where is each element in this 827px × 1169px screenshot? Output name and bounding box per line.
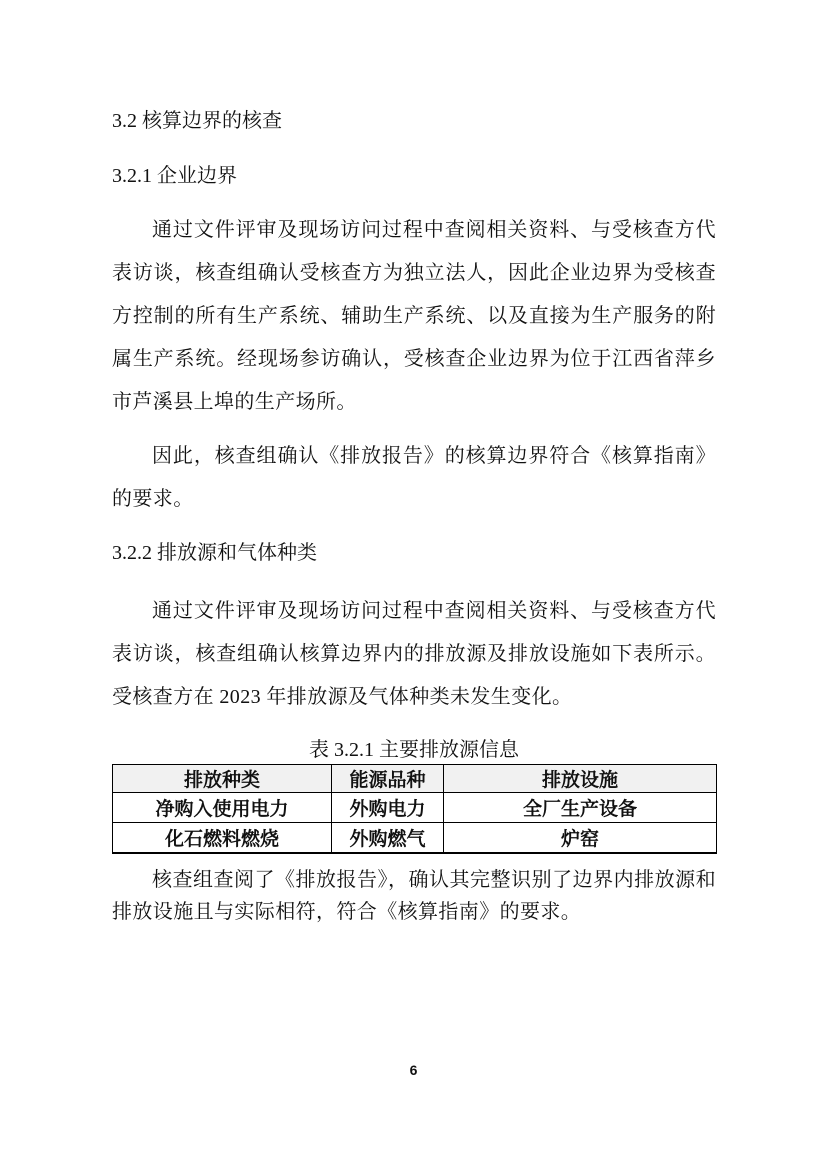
table-header-energy-type: 能源品种: [332, 765, 444, 793]
table-cell: 化石燃料燃烧: [113, 823, 332, 854]
paragraph-enterprise-boundary: 通过文件评审及现场访问过程中查阅相关资料、与受核查方代表访谈，核查组确认受核查方为独立法人，因此企业边界为受核查方控制的所有生产系统、辅助生产系统、以及直接为生产服务的附属生产系统。经现场参访确认，受核查企业边界为位于江西省萍乡市芦溪县上埠的生产场所。: [112, 219, 716, 413]
table-cell: 全厂生产设备: [444, 793, 717, 823]
paragraph-sources-conclusion: 核查组查阅了《排放报告》，确认其完整识别了边界内排放源和排放设施且与实际相符，符合《核算指南》的要求。: [112, 869, 716, 923]
section-heading-3-2-1: 3.2.1 企业边界: [112, 165, 237, 187]
section-heading-3-2-2: 3.2.2 排放源和气体种类: [112, 542, 317, 564]
section-heading-3-2: 3.2 核算边界的核查: [112, 110, 282, 132]
table-row: [113, 793, 717, 823]
table-caption: 表 3.2.1 主要排放源信息: [309, 739, 519, 761]
paragraph-emission-sources: 通过文件评审及现场访问过程中查阅相关资料、与受核查方代表访谈，核查组确认核算边界内的排放源及排放设施如下表所示。受核查方在 2023 年排放源及气体种类未发生变化。: [112, 600, 716, 708]
table-cell: 净购入使用电力: [113, 793, 332, 823]
table-header-emission-facility: 排放设施: [444, 765, 717, 793]
table-header-emission-type: 排放种类: [113, 765, 332, 793]
table-cell: 外购电力: [332, 793, 444, 823]
table-row: [113, 823, 717, 854]
emission-source-table-wrapper: [112, 764, 716, 854]
emission-source-table: [112, 764, 717, 854]
paragraph-boundary-conclusion: 因此，核查组确认《排放报告》的核算边界符合《核算指南》的要求。: [112, 445, 716, 510]
page-number: 6: [409, 1062, 418, 1078]
table-cell: 炉窑: [444, 823, 717, 854]
table-cell: 外购燃气: [332, 823, 444, 854]
table-header-row: [113, 765, 717, 793]
